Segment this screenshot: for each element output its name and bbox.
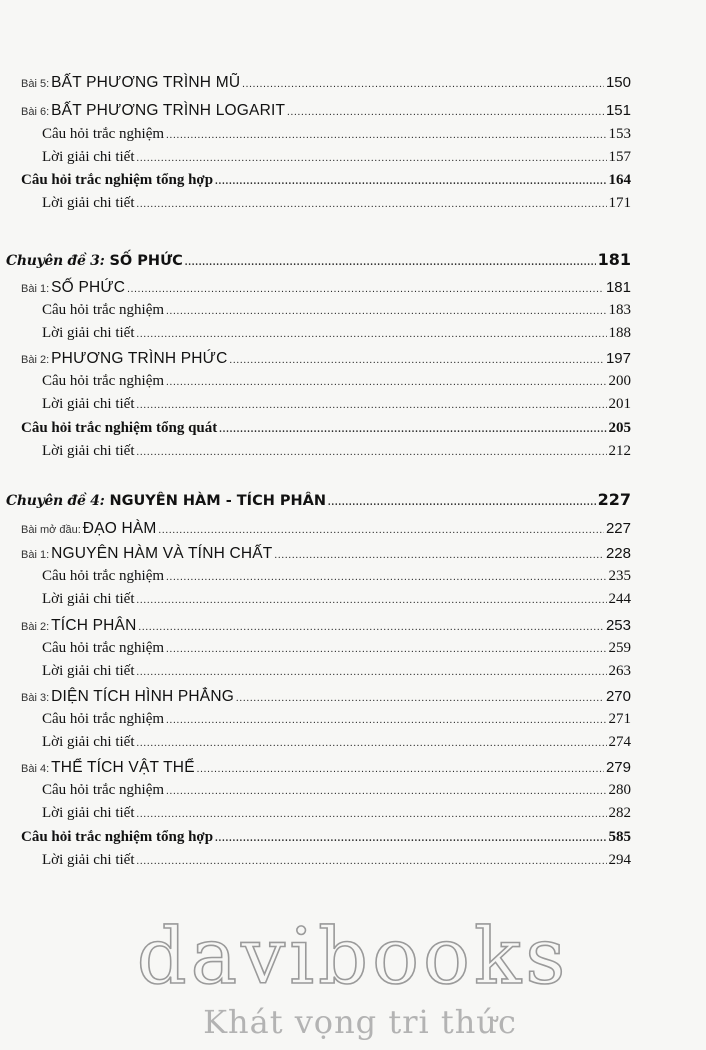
toc-chapter [6, 250, 631, 269]
dot-leader [215, 177, 606, 187]
toc-subentry [42, 711, 631, 728]
toc-page-number: 227 [597, 490, 631, 509]
toc-subentry [42, 396, 631, 413]
toc-entry-title: Lời giải chi tiết [42, 805, 135, 821]
toc-page-number: 280 [608, 782, 631, 798]
toc-page-number: 181 [605, 279, 631, 296]
toc-page-number: 212 [608, 443, 631, 459]
toc-lesson [21, 617, 631, 635]
toc-page-number: 197 [605, 350, 631, 367]
dot-leader [274, 551, 603, 561]
dot-leader [137, 448, 607, 458]
toc-entry-title: Câu hỏi trắc nghiệm [42, 126, 165, 142]
toc-subentry [42, 640, 631, 657]
toc-entry-prefix: Bài 2: [21, 354, 50, 366]
toc-subentry [42, 782, 631, 799]
toc-entry-title: Lời giải chi tiết [42, 591, 135, 607]
toc-entry-title: BẤT PHƯƠNG TRÌNH LOGARIT [51, 102, 286, 119]
toc-entry-title: Lời giải chi tiết [42, 396, 135, 412]
watermark-slogan: Khát vọng tri thức [203, 1003, 517, 1041]
toc-subentry [42, 195, 631, 212]
watermark-brand: davibooks [136, 912, 570, 1002]
toc-entry-title: Câu hỏi trắc nghiệm [42, 373, 165, 389]
dot-leader [166, 131, 606, 141]
toc-subentry [42, 373, 631, 390]
toc-page-number: 235 [608, 568, 631, 584]
dot-leader [215, 834, 606, 844]
toc-lesson [21, 102, 631, 120]
toc-page-number: 263 [608, 663, 631, 679]
toc-page-number: 150 [605, 74, 631, 91]
toc-subentry [42, 663, 631, 680]
dot-leader [166, 645, 606, 655]
dot-leader [137, 200, 607, 210]
toc-entry-title: Câu hỏi trắc nghiệm tổng hợp [21, 829, 214, 845]
toc-page-number: 151 [605, 102, 631, 119]
dot-leader [137, 330, 607, 340]
toc-subentry [42, 302, 631, 319]
toc-entry-title: SỐ PHỨC [51, 279, 126, 296]
dot-leader [287, 108, 604, 118]
toc-entry-prefix: Bài 6: [21, 106, 50, 118]
dot-leader [137, 810, 607, 820]
toc-subentry [42, 591, 631, 608]
toc-chapter [6, 490, 631, 509]
dot-leader [236, 694, 604, 704]
dot-leader [185, 258, 596, 268]
dot-leader [166, 787, 606, 797]
dot-leader [328, 498, 596, 508]
toc-summary [21, 420, 631, 437]
toc-entry-title: SỐ PHỨC [109, 253, 183, 269]
dot-leader [166, 716, 606, 726]
toc-page-number: 183 [608, 302, 631, 318]
toc-subentry [42, 852, 631, 869]
toc-lesson [21, 279, 631, 297]
dot-leader [219, 425, 606, 435]
toc-entry-title: Câu hỏi trắc nghiệm [42, 302, 165, 318]
toc-entry-title: NGUYÊN HÀM - TÍCH PHÂN [109, 493, 327, 509]
toc-entry-prefix: Bài 1: [21, 283, 50, 295]
toc-subentry [42, 325, 631, 342]
toc-entry-title: Câu hỏi trắc nghiệm [42, 568, 165, 584]
dot-leader [159, 526, 604, 536]
toc-lesson [21, 759, 631, 777]
toc-lesson [21, 520, 631, 538]
toc-entry-title: Câu hỏi trắc nghiệm tổng quát [21, 420, 218, 436]
dot-leader [166, 378, 606, 388]
toc-entry-prefix: Bài 5: [21, 78, 50, 90]
toc-page-number: 282 [608, 805, 631, 821]
toc-entry-prefix: Bài mở đầu: [21, 524, 81, 536]
toc-entry-title: Câu hỏi trắc nghiệm [42, 711, 165, 727]
toc-entry-title: TÍCH PHÂN [51, 617, 137, 634]
toc-entry-title: Câu hỏi trắc nghiệm [42, 640, 165, 656]
toc-page-number: 228 [605, 545, 631, 562]
toc-page-number: 181 [597, 250, 631, 269]
dot-leader [137, 739, 607, 749]
toc-subentry [42, 149, 631, 166]
toc-entry-title: Câu hỏi trắc nghiệm tổng hợp [21, 172, 214, 188]
dot-leader [137, 857, 607, 867]
toc-page-number: 153 [608, 126, 631, 142]
toc-page-number: 253 [605, 617, 631, 634]
toc-page-number: 271 [608, 711, 631, 727]
dot-leader [166, 573, 606, 583]
toc-page-number: 270 [605, 688, 631, 705]
toc-lesson [21, 74, 631, 92]
dot-leader [137, 668, 607, 678]
toc-page-number: 171 [608, 195, 631, 211]
dot-leader [242, 80, 604, 90]
dot-leader [137, 401, 607, 411]
toc-entry-title: Lời giải chi tiết [42, 443, 135, 459]
toc-page-number: 274 [608, 734, 631, 750]
toc-entry-title: Lời giải chi tiết [42, 195, 135, 211]
toc-summary [21, 829, 631, 846]
dot-leader [127, 285, 604, 295]
toc-page-number: 157 [608, 149, 631, 165]
toc-entry-title: BẤT PHƯƠNG TRÌNH MŨ [51, 74, 241, 91]
toc-entry-prefix: Chuyên đề 3: [6, 253, 105, 269]
toc-page-number: 205 [608, 420, 631, 436]
toc-lesson [21, 545, 631, 563]
dot-leader [166, 307, 606, 317]
toc-entry-title: THỂ TÍCH VẬT THỂ [51, 759, 195, 776]
toc-entry-prefix: Bài 2: [21, 621, 50, 633]
toc-page-number: 259 [608, 640, 631, 656]
toc-entry-title: NGUYÊN HÀM VÀ TÍNH CHẤT [51, 545, 273, 562]
toc-subentry [42, 126, 631, 143]
toc-entry-title: DIỆN TÍCH HÌNH PHẲNG [51, 688, 234, 705]
toc-lesson [21, 688, 631, 706]
dot-leader [137, 154, 607, 164]
toc-entry-title: Lời giải chi tiết [42, 852, 135, 868]
toc-entry-prefix: Bài 3: [21, 692, 50, 704]
toc-page-number: 244 [608, 591, 631, 607]
toc-page-number: 585 [608, 829, 631, 845]
toc-page-number: 279 [605, 759, 631, 776]
toc-entry-title: Lời giải chi tiết [42, 325, 135, 341]
toc-subentry [42, 568, 631, 585]
toc-entry-prefix: Chuyên đề 4: [6, 493, 105, 509]
toc-lesson [21, 350, 631, 368]
toc-page-number: 227 [605, 520, 631, 537]
dot-leader [230, 356, 604, 366]
toc-entry-title: Lời giải chi tiết [42, 149, 135, 165]
toc-entry-title: Câu hỏi trắc nghiệm [42, 782, 165, 798]
toc-entry-title: Lời giải chi tiết [42, 734, 135, 750]
dot-leader [197, 765, 604, 775]
toc-page-number: 188 [608, 325, 631, 341]
toc-subentry [42, 443, 631, 460]
toc-page-number: 200 [608, 373, 631, 389]
toc-entry-prefix: Bài 4: [21, 763, 50, 775]
toc-page-number: 164 [608, 172, 631, 188]
dot-leader [137, 596, 607, 606]
toc-page-number: 294 [608, 852, 631, 868]
toc-entry-prefix: Bài 1: [21, 549, 50, 561]
toc-subentry [42, 734, 631, 751]
toc-summary [21, 172, 631, 189]
toc-page-number: 201 [608, 396, 631, 412]
toc-entry-title: Lời giải chi tiết [42, 663, 135, 679]
toc-subentry [42, 805, 631, 822]
toc-entry-title: PHƯƠNG TRÌNH PHỨC [51, 350, 228, 367]
toc-entry-title: ĐẠO HÀM [82, 520, 157, 537]
dot-leader [138, 623, 603, 633]
